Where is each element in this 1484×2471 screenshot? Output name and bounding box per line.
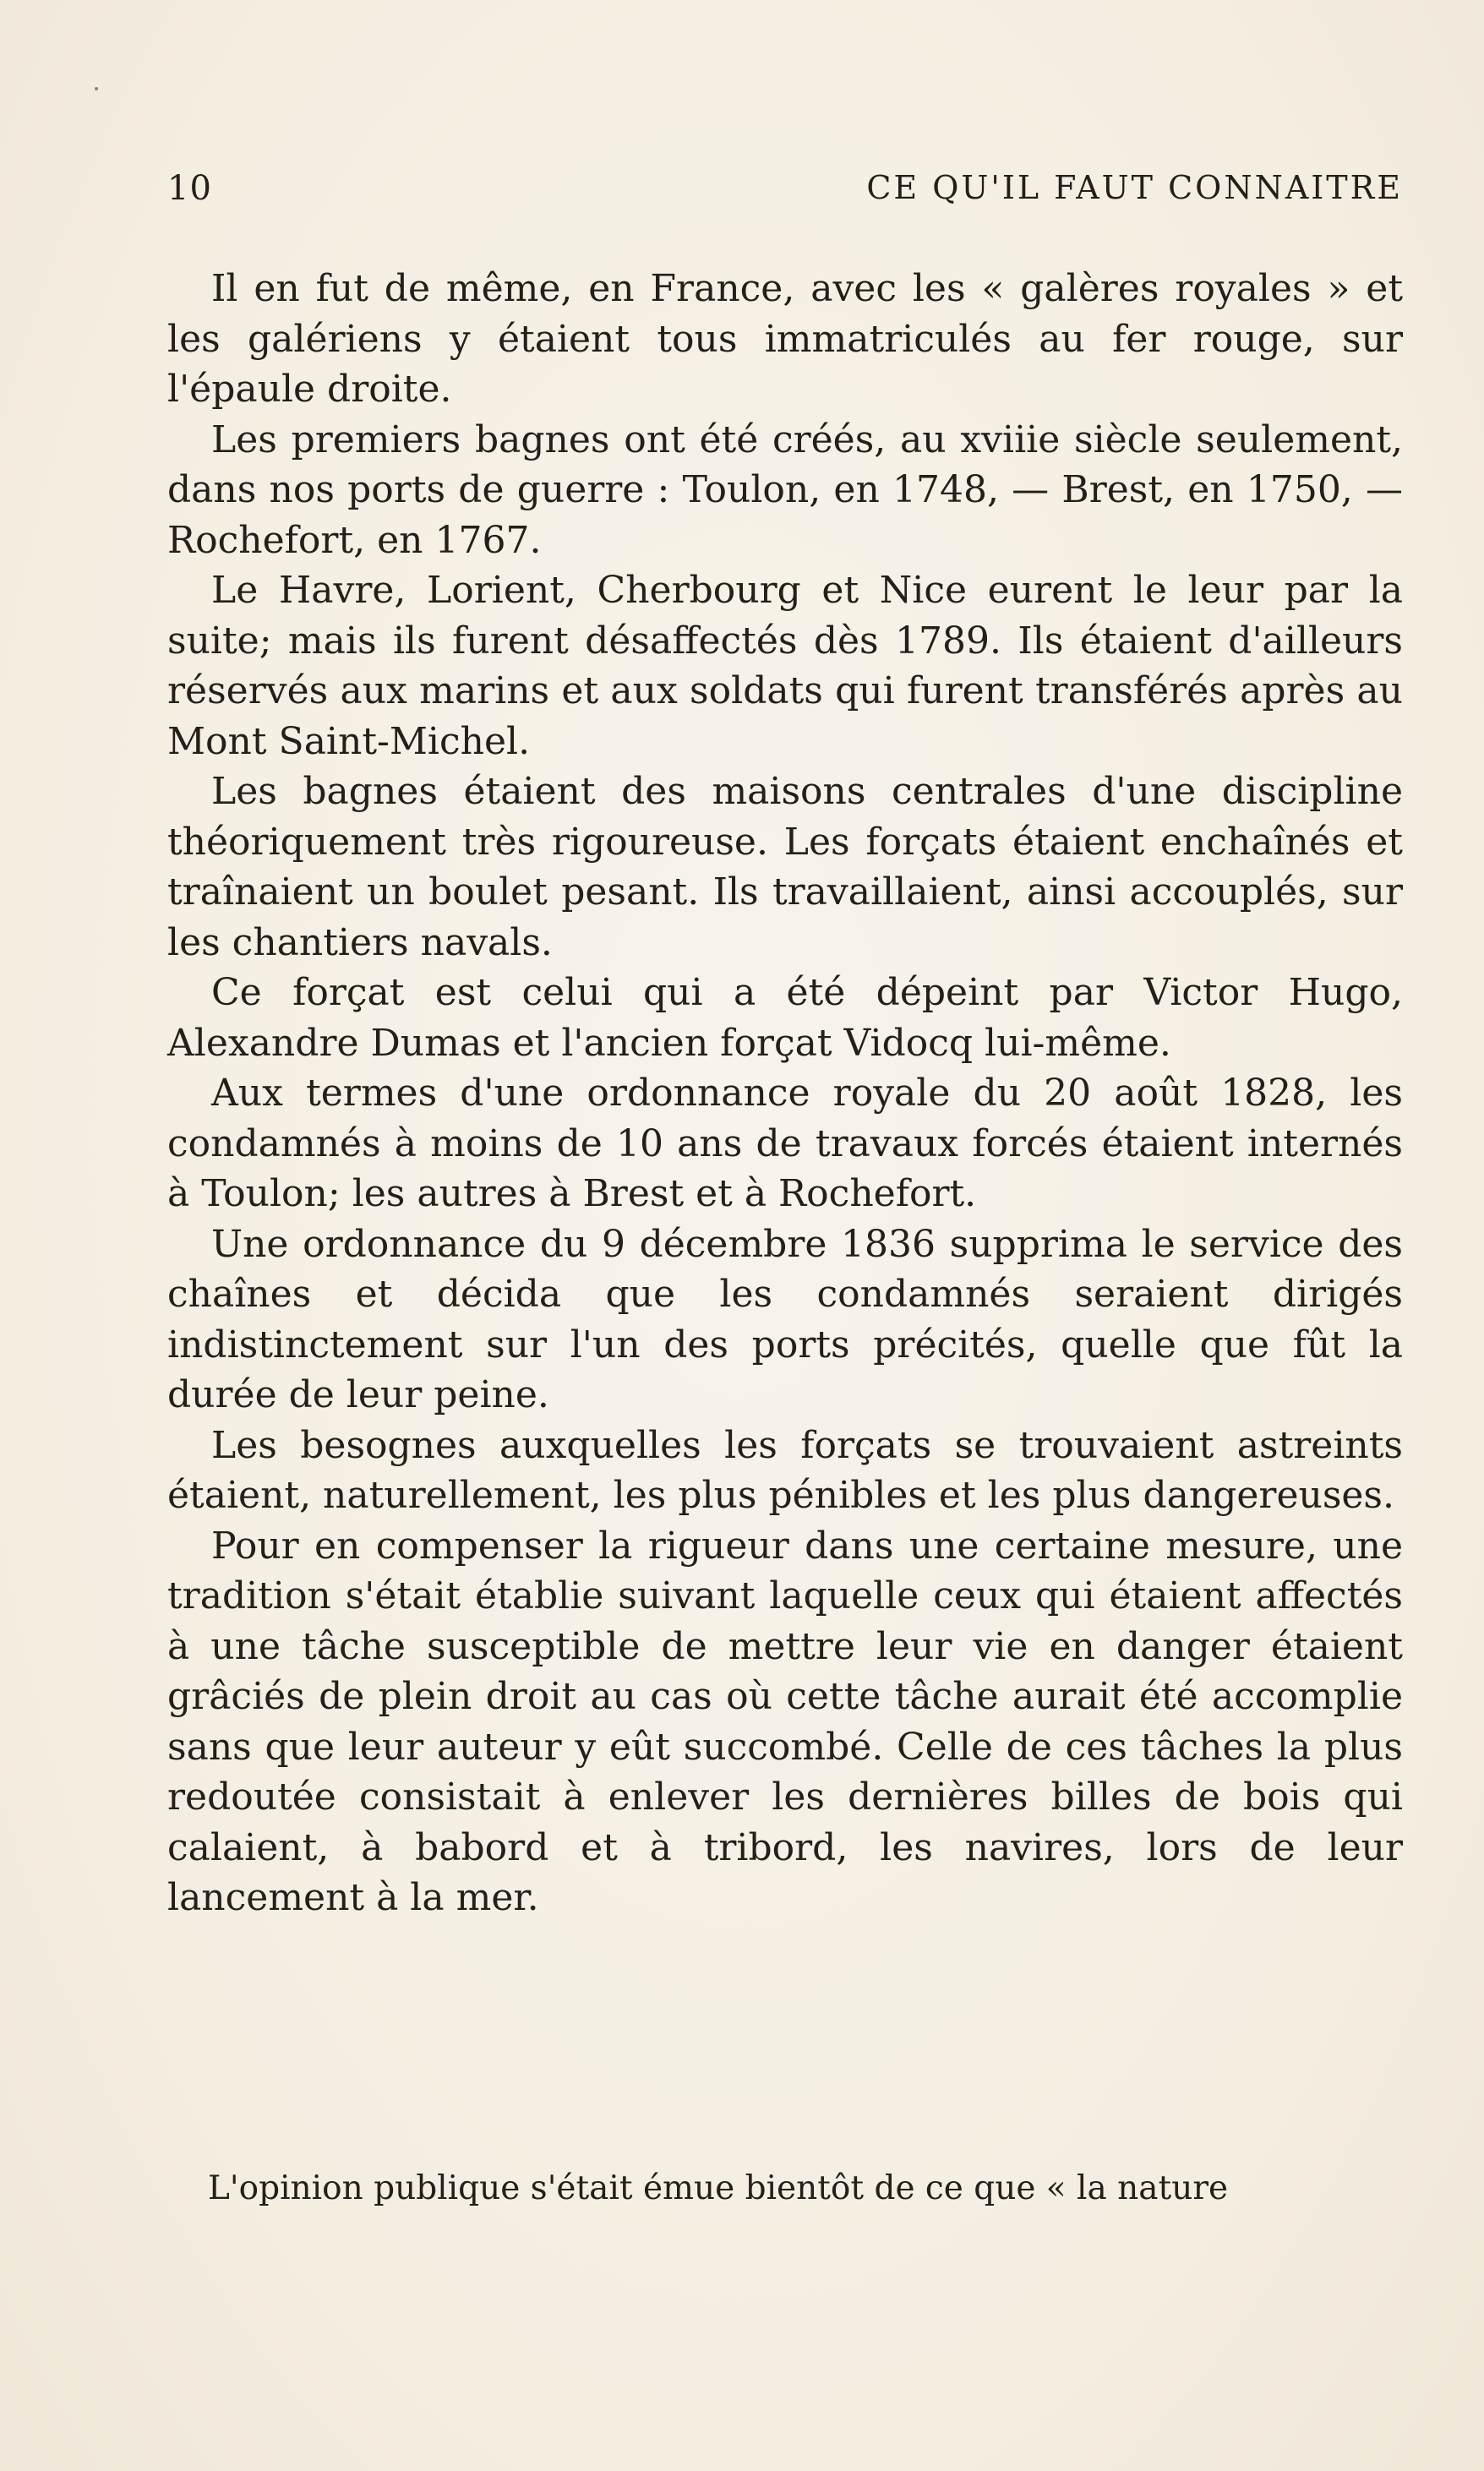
paper-speck	[95, 87, 98, 90]
page-header	[167, 169, 1403, 220]
body-text	[167, 264, 1403, 1923]
paragraph: Une ordonnance du 9 décembre 1836 supprima le service des chaînes et décida que les condamnés seraient dirigés indistinctement sur l'un des ports précités, quelle que fût la durée de leur peine.	[167, 1222, 1403, 1416]
paragraph: Aux termes d'une ordonnance royale du 20 août 1828, les condamnés à moins de 10 ans de travaux forcés étaient internés à Toulon; les autres à Brest et à Rochefort.	[167, 1072, 1403, 1215]
continuation-line: L'opinion publique s'était émue bientôt de ce que « la nature	[208, 2169, 1229, 2207]
paragraph: Le Havre, Lorient, Cherbourg et Nice eurent le leur par la suite; mais ils furent désaffectés dès 1789. Ils étaient d'ailleurs réservés aux marins et aux soldats qui furent transférés après au Mont Saint-Michel.	[167, 569, 1403, 763]
paragraph: Pour en compenser la rigueur dans une certaine mesure, une tradition s'était établie suivant laquelle ceux qui étaient affectés à une tâche susceptible de mettre leur vie en danger étaient grâciés de plein droit au cas où cette tâche aurait été accomplie sans que leur auteur y eût succombé. Celle de ces tâches la plus redoutée consistait à enlever les dernières billes de bois qui calaient, à babord et à tribord, les navires, lors de leur lancement à la mer.	[167, 1524, 1403, 1919]
paragraph: Les bagnes étaient des maisons centrales d'une discipline théoriquement très rigoureuse. Les forçats étaient enchaînés et traînaient un boulet pesant. Ils travaillaient, ainsi accouplés, sur les chantiers navals.	[167, 770, 1403, 964]
paragraph: Il en fut de même, en France, avec les « galères royales » et les galériens y étaient tous immatriculés au fer rouge, sur l'épaule droite.	[167, 267, 1403, 411]
paragraph: Les premiers bagnes ont été créés, au xviiie siècle seulement, dans nos ports de guerre : Toulon, en 1748, — Brest, en 1750, — Rochefort, en 1767.	[167, 417, 1403, 562]
paragraph: Ce forçat est celui qui a été dépeint par Victor Hugo, Alexandre Dumas et l'ancien forçat Vidocq lui-même.	[167, 971, 1403, 1065]
running-title: CE QU'IL FAUT CONNAITRE	[866, 169, 1403, 206]
page-number: 10	[167, 169, 212, 208]
paragraph: Les besognes auxquelles les forçats se trouvaient astreints étaient, naturellement, les plus pénibles et les plus dangereuses.	[167, 1423, 1403, 1517]
